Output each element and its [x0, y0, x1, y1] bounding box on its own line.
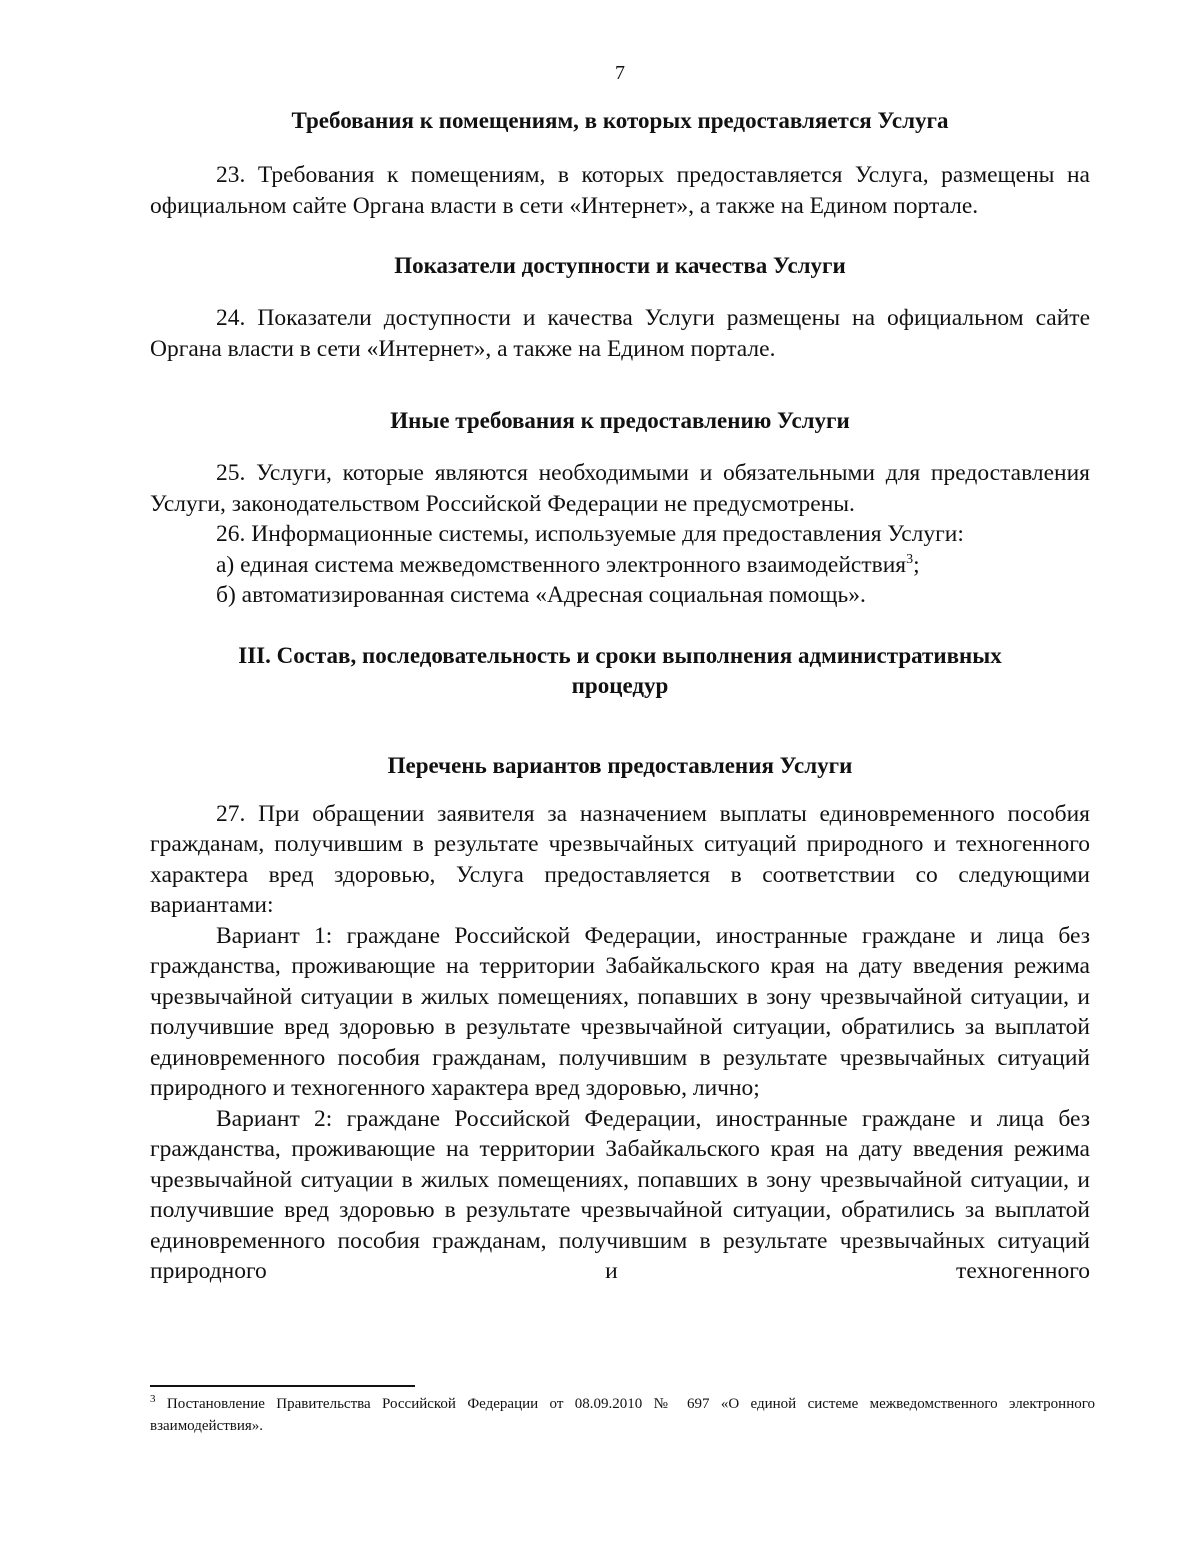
document-body: [150, 102, 1090, 1287]
footnote-marker: 3: [150, 1393, 156, 1405]
list-item-a: [150, 550, 1090, 581]
heading-section-3-line1: III. Состав, последовательность и сроки выполнения административных: [238, 642, 1002, 668]
heading-section-3-line2: процедур: [571, 672, 669, 698]
heading-other-requirements: Иные требования к предоставлению Услуги: [390, 408, 850, 433]
footnote-ref: 3: [906, 551, 914, 567]
footnote-divider: [150, 1385, 415, 1387]
heading-quality: Показатели доступности и качества Услуги: [394, 253, 846, 278]
list-item-a-text: а) единая система межведомственного электронного взаимодействия: [216, 551, 907, 578]
page-number: 7: [615, 62, 625, 84]
variant-2: Вариант 2: граждане Российской Федерации, иностранные граждане и лица без гражданства, проживающие на территории Забайкальского края на дату введения режима чрезвычайной ситуации в жилых помещениях, попавших в зону чрезвычайной ситуации, и получившие вред здоровью в результате чрезвычайной ситуации, обратились за выплатой единовременного пособия гражданам, получившим в результате чрезвычайных ситуаций природного и техногенного: [150, 1105, 1090, 1284]
heading-variants: Перечень вариантов предоставления Услуги: [387, 752, 853, 778]
footnote-text: Постановление Правительства Российской Федерации от 08.09.2010 № 697 «О единой системе межведомственного электронного взаимодействия».: [150, 1396, 1095, 1434]
paragraph-25: 25. Услуги, которые являются необходимыми и обязательными для предоставления Услуги, законодательством Российской Федерации не предусмотрены.: [150, 460, 1090, 517]
paragraph-27: 27. При обращении заявителя за назначением выплаты единовременного пособия гражданам, получившим в результате чрезвычайных ситуаций природного и техногенного характера вред здоровью, Услуга предоставляется в соответствии со следующими вариантами:: [150, 800, 1090, 918]
paragraph-23: 23. Требования к помещениям, в которых предоставляется Услуга, размещены на официальном сайте Органа власти в сети «Интернет», а также на Едином портале.: [150, 162, 1090, 219]
footnote: [150, 1393, 1095, 1437]
list-item-b: б) автоматизированная система «Адресная социальная помощь».: [216, 582, 866, 608]
paragraph-26: 26. Информационные системы, используемые для предоставления Услуги:: [216, 521, 964, 547]
paragraph-24: 24. Показатели доступности и качества Услуги размещены на официальном сайте Органа власти в сети «Интернет», а также на Едином портале.: [150, 305, 1090, 362]
list-item-a-end: ;: [913, 551, 920, 578]
heading-premises: Требования к помещениям, в которых предоставляется Услуга: [291, 108, 949, 133]
variant-1: Вариант 1: граждане Российской Федерации, иностранные граждане и лица без гражданства, проживающие на территории Забайкальского края на дату введения режима чрезвычайной ситуации в жилых помещениях, попавших в зону чрезвычайной ситуации, и получившие вред здоровью в результате чрезвычайной ситуации, обратились за выплатой единовременного пособия гражданам, получившим в результате чрезвычайных ситуаций природного и техногенного характера вред здоровью, лично;: [150, 922, 1090, 1101]
